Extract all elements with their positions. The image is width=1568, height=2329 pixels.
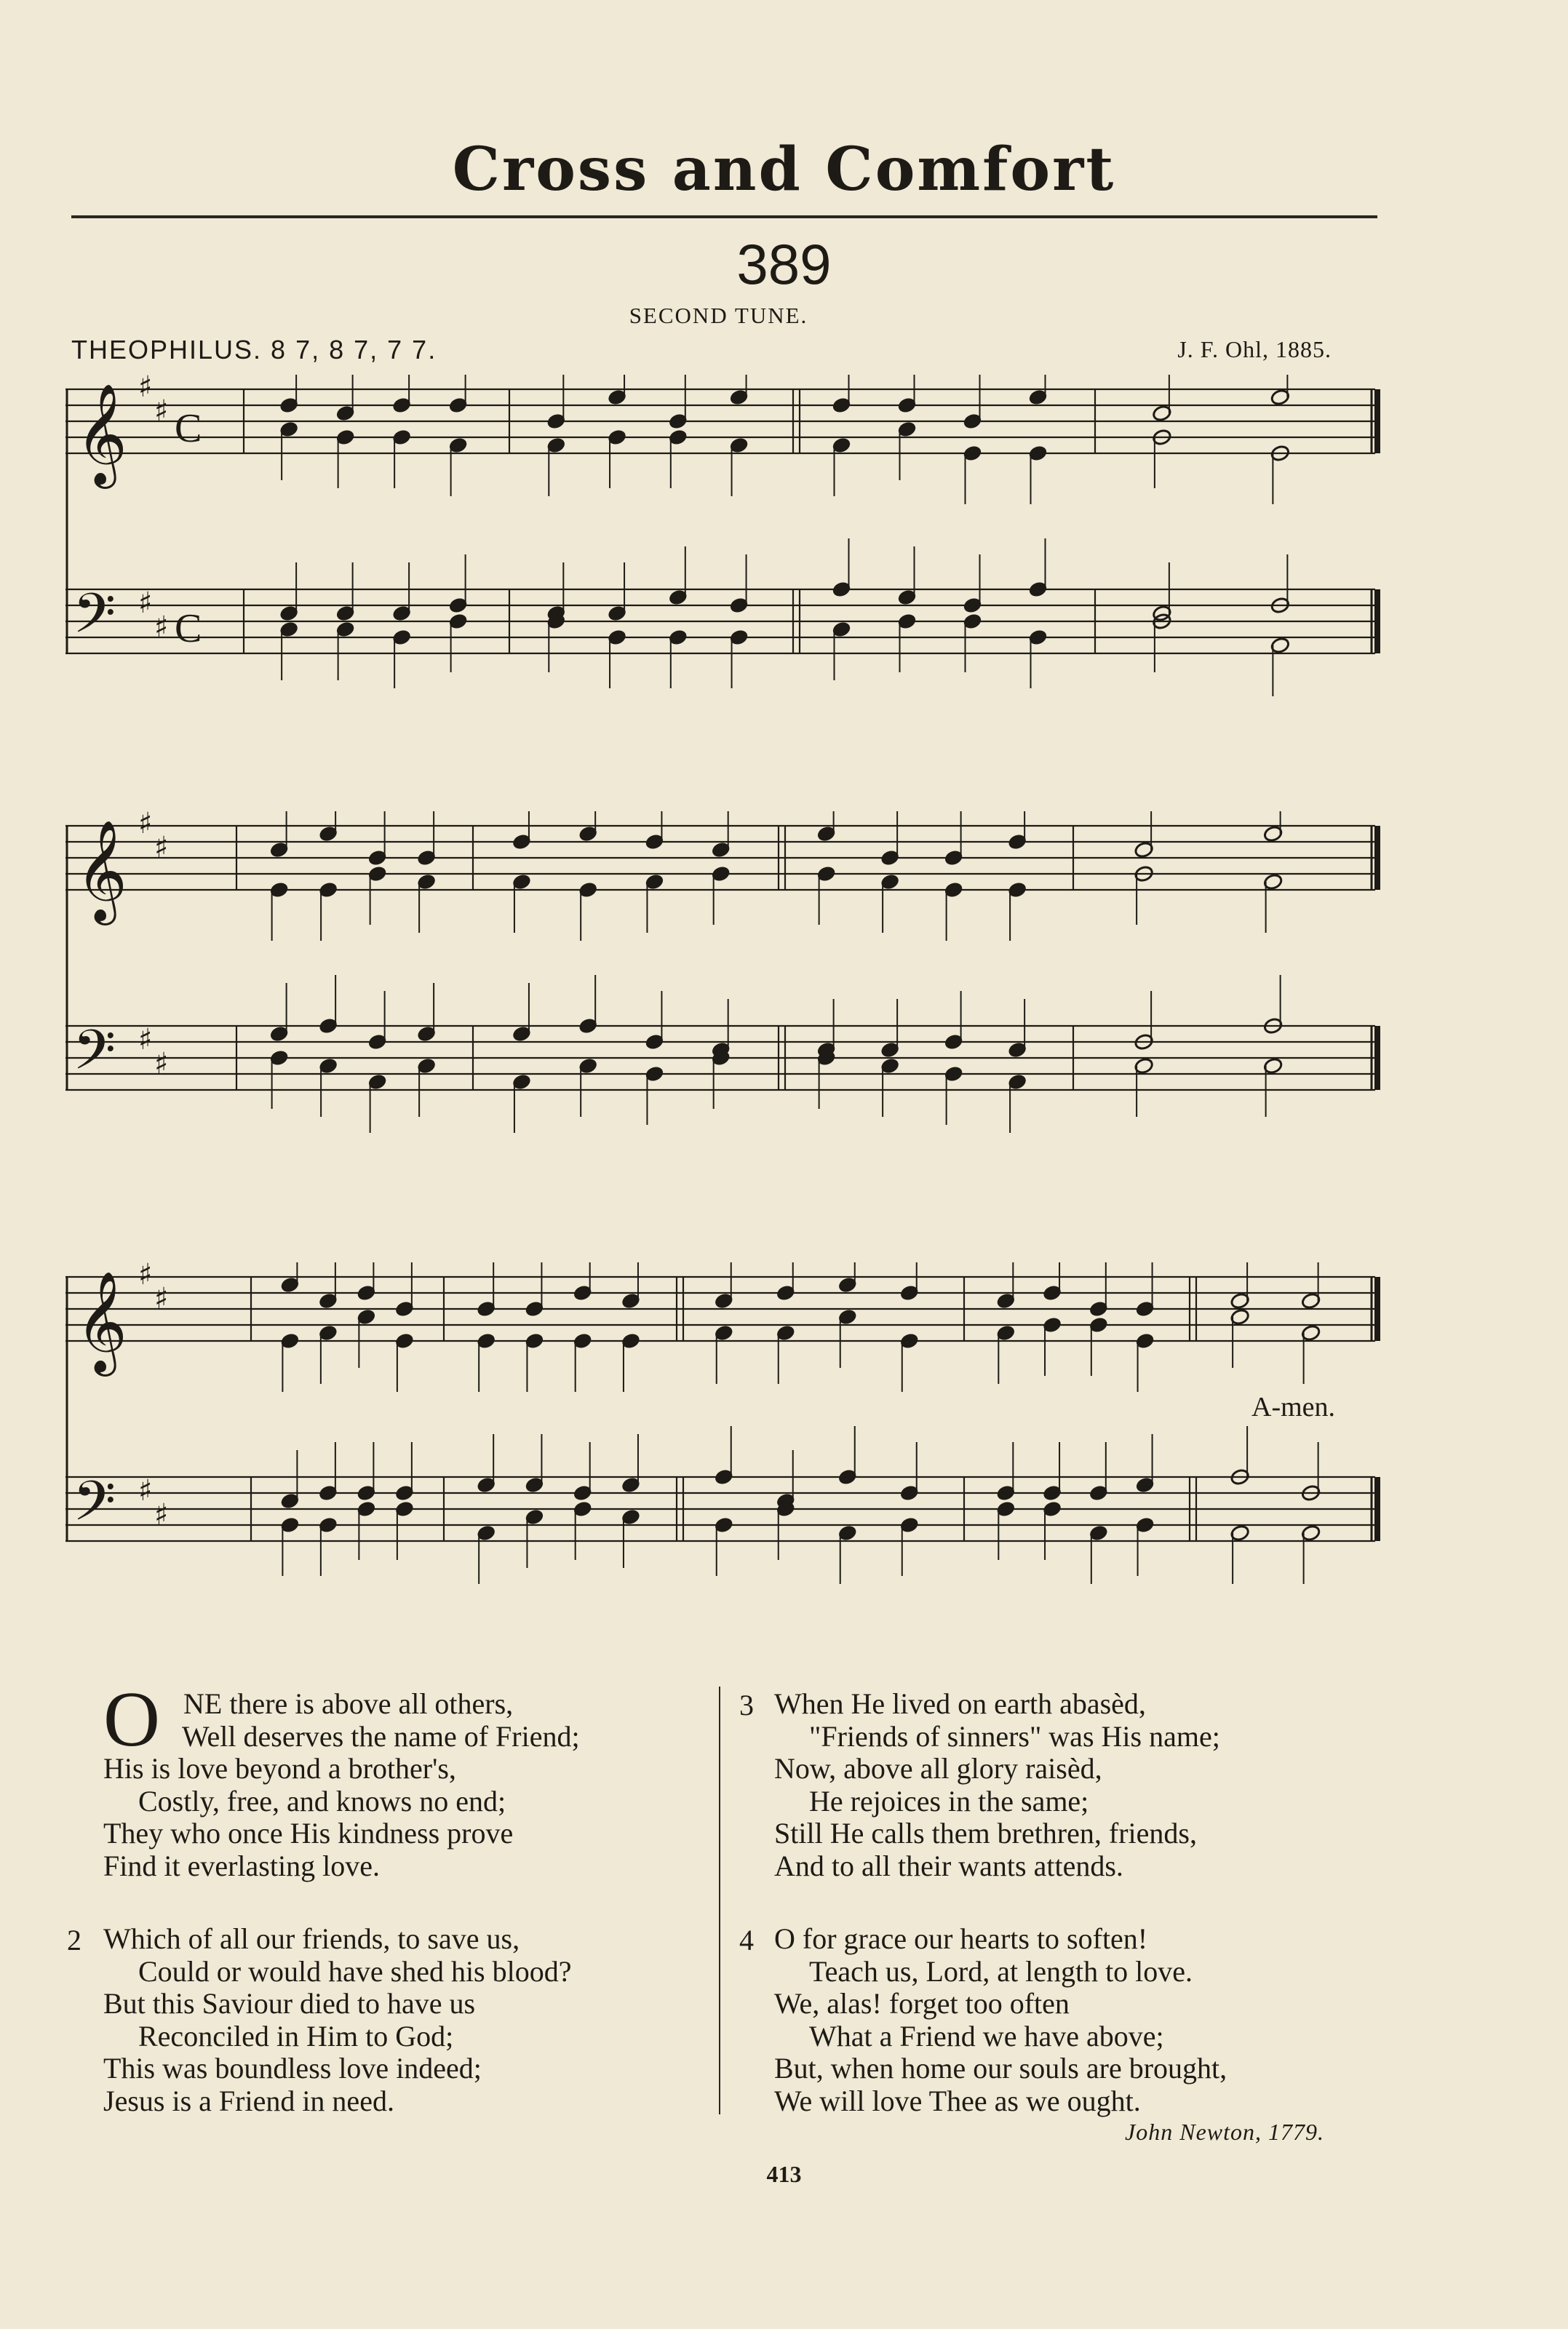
sharp-icon: ♯ [154, 394, 169, 428]
verse-line: We will love Thee as we ought. [774, 2084, 1141, 2117]
column-divider [719, 1687, 720, 2114]
final-barline [1374, 1026, 1380, 1090]
sharp-icon: ♯ [138, 375, 153, 404]
final-barline [1374, 389, 1380, 453]
amen-lyric: A-men. [1251, 1392, 1336, 1422]
final-barline [1374, 589, 1380, 653]
verse-line: Jesus is a Friend in need. [103, 2084, 394, 2117]
sharp-icon: ♯ [154, 610, 169, 644]
verse-line: O for grace our hearts to soften! [774, 1922, 1148, 1955]
bass-clef-icon: 𝄢 [73, 1018, 116, 1096]
tune-label: SECOND TUNE. [629, 303, 808, 328]
verse-line: "Friends of sinners" was His name; [809, 1719, 1220, 1753]
verse-2 [103, 1923, 572, 2117]
verse-line: And to all their wants attends. [774, 1849, 1123, 1882]
verse-1 [103, 1688, 580, 1882]
verse-4 [774, 1923, 1227, 2117]
final-barline [1374, 826, 1380, 890]
verse-line: They who once His kindness prove [103, 1817, 514, 1850]
final-barline [1374, 1277, 1380, 1341]
verse-line: We, alas! forget too often [774, 1987, 1070, 2020]
verse-line: But, when home our souls are brought, [774, 2052, 1227, 2085]
verse-line: His is love beyond a brother's, [103, 1752, 456, 1785]
section-heading: Cross and Comfort [452, 135, 1116, 204]
verse-line: Which of all our friends, to save us, [103, 1922, 520, 1955]
verse-line: Teach us, Lord, at length to love. [809, 1954, 1193, 1988]
title-rule [71, 215, 1377, 218]
verse-line: Now, above all glory raisèd, [774, 1752, 1102, 1785]
verse-number: 2 [67, 1924, 81, 1956]
drop-cap: O [103, 1676, 160, 1763]
time-signature: C [175, 406, 202, 451]
verse-line: Still He calls them brethren, friends, [774, 1817, 1197, 1850]
sharp-icon: ♯ [154, 831, 169, 864]
sharp-icon: ♯ [138, 1262, 153, 1291]
treble-clef-icon: 𝄞 [76, 820, 127, 921]
hymn-number: 389 [736, 232, 832, 296]
sharp-icon: ♯ [154, 1498, 169, 1532]
music-system-3 [65, 1262, 1382, 1590]
bass-clef-icon: 𝄢 [73, 1469, 116, 1547]
verse-line: Could or would have shed his blood? [138, 1954, 572, 1988]
sharp-icon: ♯ [138, 1023, 153, 1056]
sharp-icon: ♯ [154, 1047, 169, 1080]
time-signature: C [175, 606, 202, 651]
final-barline [1374, 1477, 1380, 1541]
verse-line: Costly, free, and knows no end; [138, 1784, 506, 1818]
verse-line: When He lived on earth abasèd, [774, 1687, 1146, 1720]
treble-clef-icon: 𝄞 [76, 1271, 127, 1372]
sharp-icon: ♯ [138, 1474, 153, 1508]
verse-line: Reconciled in Him to God; [138, 2019, 454, 2053]
page-number: 413 [766, 2161, 802, 2187]
verse-3 [774, 1688, 1220, 1882]
verse-line: He rejoices in the same; [809, 1784, 1089, 1818]
bass-clef-icon: 𝄢 [73, 581, 116, 659]
treble-clef-icon: 𝄞 [76, 383, 127, 485]
verse-line: But this Saviour died to have us [103, 1987, 476, 2020]
composer-credit: J. F. Ohl, 1885. [1177, 336, 1332, 362]
verse-line: What a Friend we have above; [809, 2019, 1164, 2053]
verse-number: 4 [739, 1924, 754, 1956]
music-system-1 [65, 375, 1382, 702]
verse-line: This was boundless love indeed; [103, 2052, 482, 2085]
sharp-icon: ♯ [138, 811, 153, 840]
tune-name: THEOPHILUS. 8 7, 8 7, 7 7. [71, 335, 437, 365]
sharp-icon: ♯ [138, 586, 153, 620]
verse-line: NE there is above all others, [183, 1687, 514, 1720]
author-credit: John Newton, 1779. [1125, 2119, 1324, 2145]
verse-line: Find it everlasting love. [103, 1849, 380, 1882]
verse-number: 3 [739, 1689, 754, 1721]
music-system-2 [65, 811, 1382, 1139]
verse-line: Well deserves the name of Friend; [182, 1719, 580, 1753]
sharp-icon: ♯ [154, 1282, 169, 1315]
